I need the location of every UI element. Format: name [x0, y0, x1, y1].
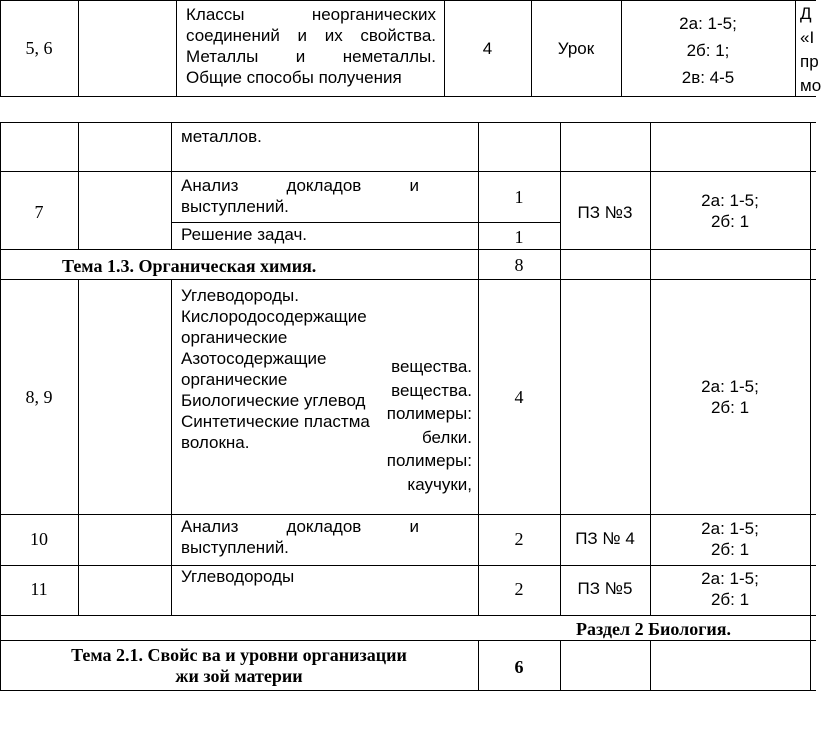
topic-line: органические: [181, 370, 288, 389]
cut-line: Д: [800, 4, 812, 23]
lesson-type-cell: ПЗ № 4: [575, 529, 635, 548]
topic-continuation: [376, 355, 472, 496]
tasks-cell: [650, 568, 810, 610]
topic-line: Анализ докладов и: [181, 517, 419, 536]
task-line: 2а: 1-5;: [701, 519, 759, 538]
cut-line: мо: [800, 76, 821, 95]
topic-line: Синтетические пластма: [181, 412, 370, 431]
topic-cell: [186, 4, 436, 88]
topic-line: вещества.: [391, 380, 472, 400]
theme-title-line: жи зой материи: [175, 666, 303, 686]
tasks-cell: [650, 376, 810, 418]
theme-title: [0, 645, 478, 687]
topic-cell: [181, 285, 391, 453]
section-title: Раздел 2 Биология.: [576, 619, 732, 639]
row-number: 7: [34, 202, 44, 222]
hours-cell: 2: [514, 529, 524, 549]
topic-line: Биологические углевод: [181, 391, 366, 410]
task-line: 2б: 1: [710, 590, 750, 609]
hours-cell: 2: [514, 579, 524, 599]
topic-line: органические: [181, 328, 288, 347]
theme-title: Тема 1.3. Органическая химия.: [62, 256, 317, 276]
row-number: 8, 9: [25, 387, 53, 407]
topic-cell: [181, 516, 419, 558]
hours-cell: 1: [514, 227, 524, 247]
cut-off-cell: [800, 2, 821, 98]
topic-line: волокна.: [181, 433, 250, 452]
tasks-cell: [650, 518, 810, 560]
topic-line: Металлы и неметаллы.: [186, 47, 436, 66]
lesson-type-cell: Урок: [557, 39, 595, 58]
tasks-cell: [650, 190, 810, 232]
task-line: 2б: 1;: [686, 41, 730, 60]
task-line: 2а: 1-5;: [701, 377, 759, 396]
task-line: 2в: 4-5: [681, 68, 735, 87]
task-line: 2б: 1: [710, 398, 750, 417]
cut-line: пр: [800, 52, 819, 71]
task-line: 2а: 1-5;: [701, 191, 759, 210]
row-number: 10: [30, 529, 48, 549]
topic-line: соединений и их свойства.: [186, 26, 436, 45]
topic-line: выступлений.: [181, 197, 289, 216]
topic-line: Общие способы получения: [186, 68, 402, 87]
lesson-type-cell: ПЗ №3: [577, 203, 633, 222]
topic-cell: Решение задач.: [181, 225, 308, 244]
topic-line: Кислородосодержащие: [181, 307, 367, 326]
theme-title-line: Тема 2.1. Свойс ва и уровни организации: [71, 645, 407, 665]
topic-line: полимеры:: [386, 404, 472, 423]
cut-line: «I: [800, 28, 815, 47]
task-line: 2а: 1-5;: [701, 569, 759, 588]
topic-line: Классы неорганических: [186, 5, 436, 24]
topic-line: белки.: [421, 427, 472, 447]
topic-line: Азотосодержащие: [181, 349, 327, 368]
topic-line: выступлений.: [181, 538, 289, 557]
continued-text: металлов.: [181, 127, 262, 146]
theme-hours: 8: [514, 255, 524, 275]
theme-hours: 6: [514, 657, 524, 677]
row-number: 11: [30, 579, 48, 599]
lesson-type-cell: ПЗ №5: [577, 579, 633, 598]
topic-line: полимеры:: [386, 451, 472, 470]
task-line: 2б: 1: [710, 540, 750, 559]
topic-line: каучуки,: [407, 474, 472, 494]
hours-cell: 1: [514, 187, 524, 207]
topic-cell: Углеводороды: [181, 567, 295, 586]
topic-line: вещества.: [391, 357, 472, 376]
hours-cell: 4: [514, 387, 524, 407]
topic-line: Углеводороды.: [181, 286, 299, 305]
task-line: 2а: 1-5;: [679, 14, 737, 33]
topic-cell: [181, 175, 419, 217]
row-number: 5, 6: [25, 38, 53, 58]
task-line: 2б: 1: [710, 212, 750, 231]
topic-line: Анализ докладов и: [181, 176, 419, 195]
hours-cell: 4: [482, 39, 493, 58]
tasks-cell: [621, 10, 795, 91]
